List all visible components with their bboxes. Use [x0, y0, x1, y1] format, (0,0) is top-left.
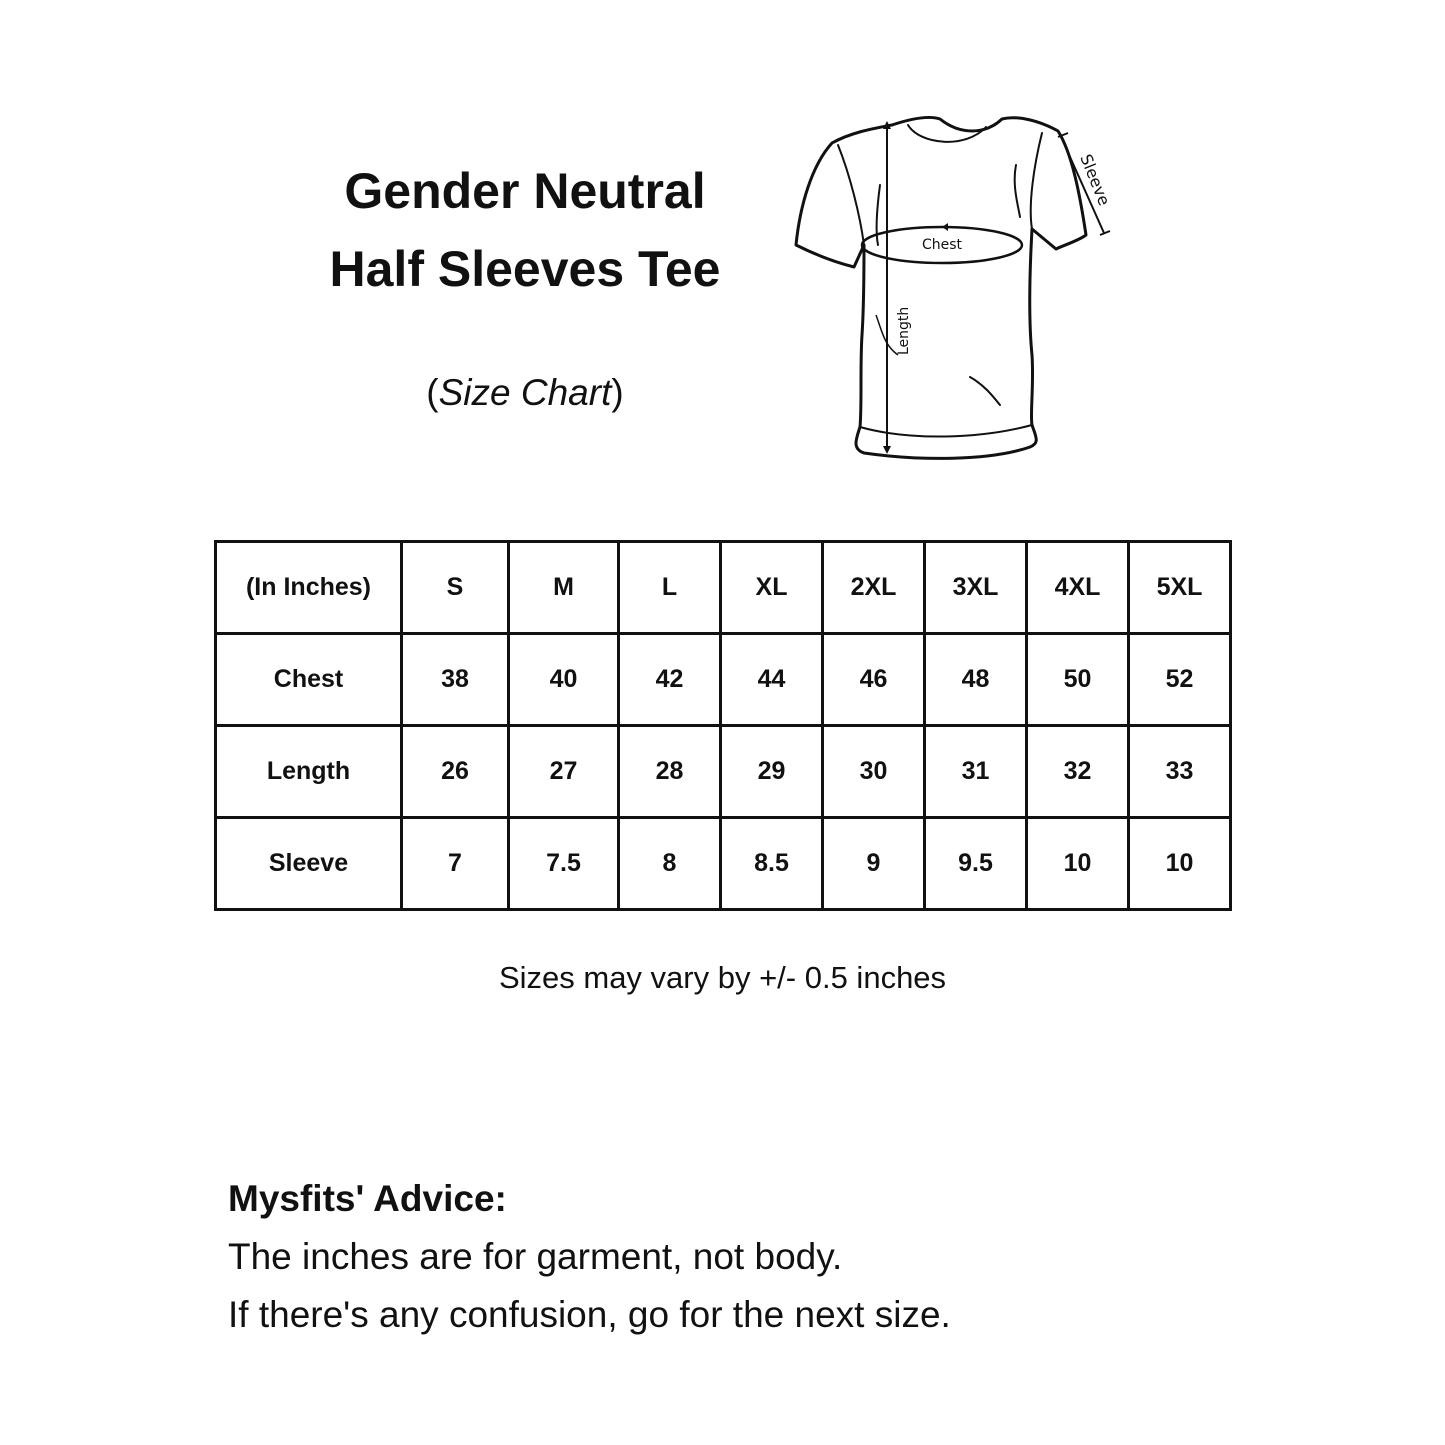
table-header-cell: 5XL — [1129, 542, 1231, 634]
table-cell: 27 — [509, 726, 619, 818]
title-line-2: Half Sleeves Tee — [329, 241, 721, 297]
tshirt-collar — [908, 125, 986, 142]
table-cell: 52 — [1129, 634, 1231, 726]
table-cell: 32 — [1027, 726, 1129, 818]
length-label: Length — [896, 306, 912, 355]
advice-heading: Mysfits' Advice: — [228, 1178, 507, 1219]
table-row — [216, 818, 1231, 910]
table-header-cell: M — [509, 542, 619, 634]
table-cell: 8 — [619, 818, 721, 910]
table-cell: 33 — [1129, 726, 1231, 818]
size-chart-table — [214, 540, 1232, 911]
tshirt-outline — [796, 117, 1086, 458]
table-cell: 30 — [823, 726, 925, 818]
table-header-cell: 2XL — [823, 542, 925, 634]
row-label: Sleeve — [216, 818, 402, 910]
table-cell: 7 — [402, 818, 509, 910]
left-sleeve-seam — [838, 145, 864, 245]
table-cell: 42 — [619, 634, 721, 726]
advice-line-1: The inches are for garment, not body. — [228, 1236, 843, 1277]
advice-line-2: If there's any confusion, go for the next size. — [228, 1294, 951, 1335]
table-cell: 50 — [1027, 634, 1129, 726]
table-cell: 29 — [721, 726, 823, 818]
table-header-cell: (In Inches) — [216, 542, 402, 634]
row-label: Chest — [216, 634, 402, 726]
sleeve-label: Sleeve — [1076, 151, 1114, 209]
table-cell: 44 — [721, 634, 823, 726]
table-cell: 7.5 — [509, 818, 619, 910]
size-variance-note: Sizes may vary by +/- 0.5 inches — [498, 960, 947, 995]
table-cell: 9 — [823, 818, 925, 910]
subtitle-open-paren: ( — [426, 372, 439, 413]
table-cell: 48 — [925, 634, 1027, 726]
subtitle — [270, 372, 780, 414]
table-header-cell: 4XL — [1027, 542, 1129, 634]
table-row — [216, 726, 1231, 818]
subtitle-text: Size Chart — [438, 372, 612, 413]
length-arrowhead-bottom — [883, 446, 891, 454]
table-cell: 8.5 — [721, 818, 823, 910]
tshirt-hem — [860, 425, 1032, 437]
title-line-1: Gender Neutral — [344, 163, 706, 219]
table-cell: 26 — [402, 726, 509, 818]
table-header-cell: 3XL — [925, 542, 1027, 634]
page-title — [270, 152, 780, 308]
subtitle-close-paren: ) — [611, 372, 624, 413]
table-cell: 10 — [1129, 818, 1231, 910]
table-cell: 28 — [619, 726, 721, 818]
advice-section — [228, 1170, 951, 1344]
table-cell: 38 — [402, 634, 509, 726]
table-header-row — [216, 542, 1231, 634]
chest-label: Chest — [922, 237, 963, 253]
row-label: Length — [216, 726, 402, 818]
table-cell: 31 — [925, 726, 1027, 818]
chest-arrowhead — [942, 223, 948, 231]
table-cell: 9.5 — [925, 818, 1027, 910]
table-header-cell: XL — [721, 542, 823, 634]
table-cell: 10 — [1027, 818, 1129, 910]
table-cell: 40 — [509, 634, 619, 726]
table-cell: 46 — [823, 634, 925, 726]
tshirt-diagram — [780, 105, 1160, 475]
table-header-cell: L — [619, 542, 721, 634]
table-header-cell: S — [402, 542, 509, 634]
right-sleeve-seam — [1031, 133, 1042, 229]
table-row — [216, 634, 1231, 726]
